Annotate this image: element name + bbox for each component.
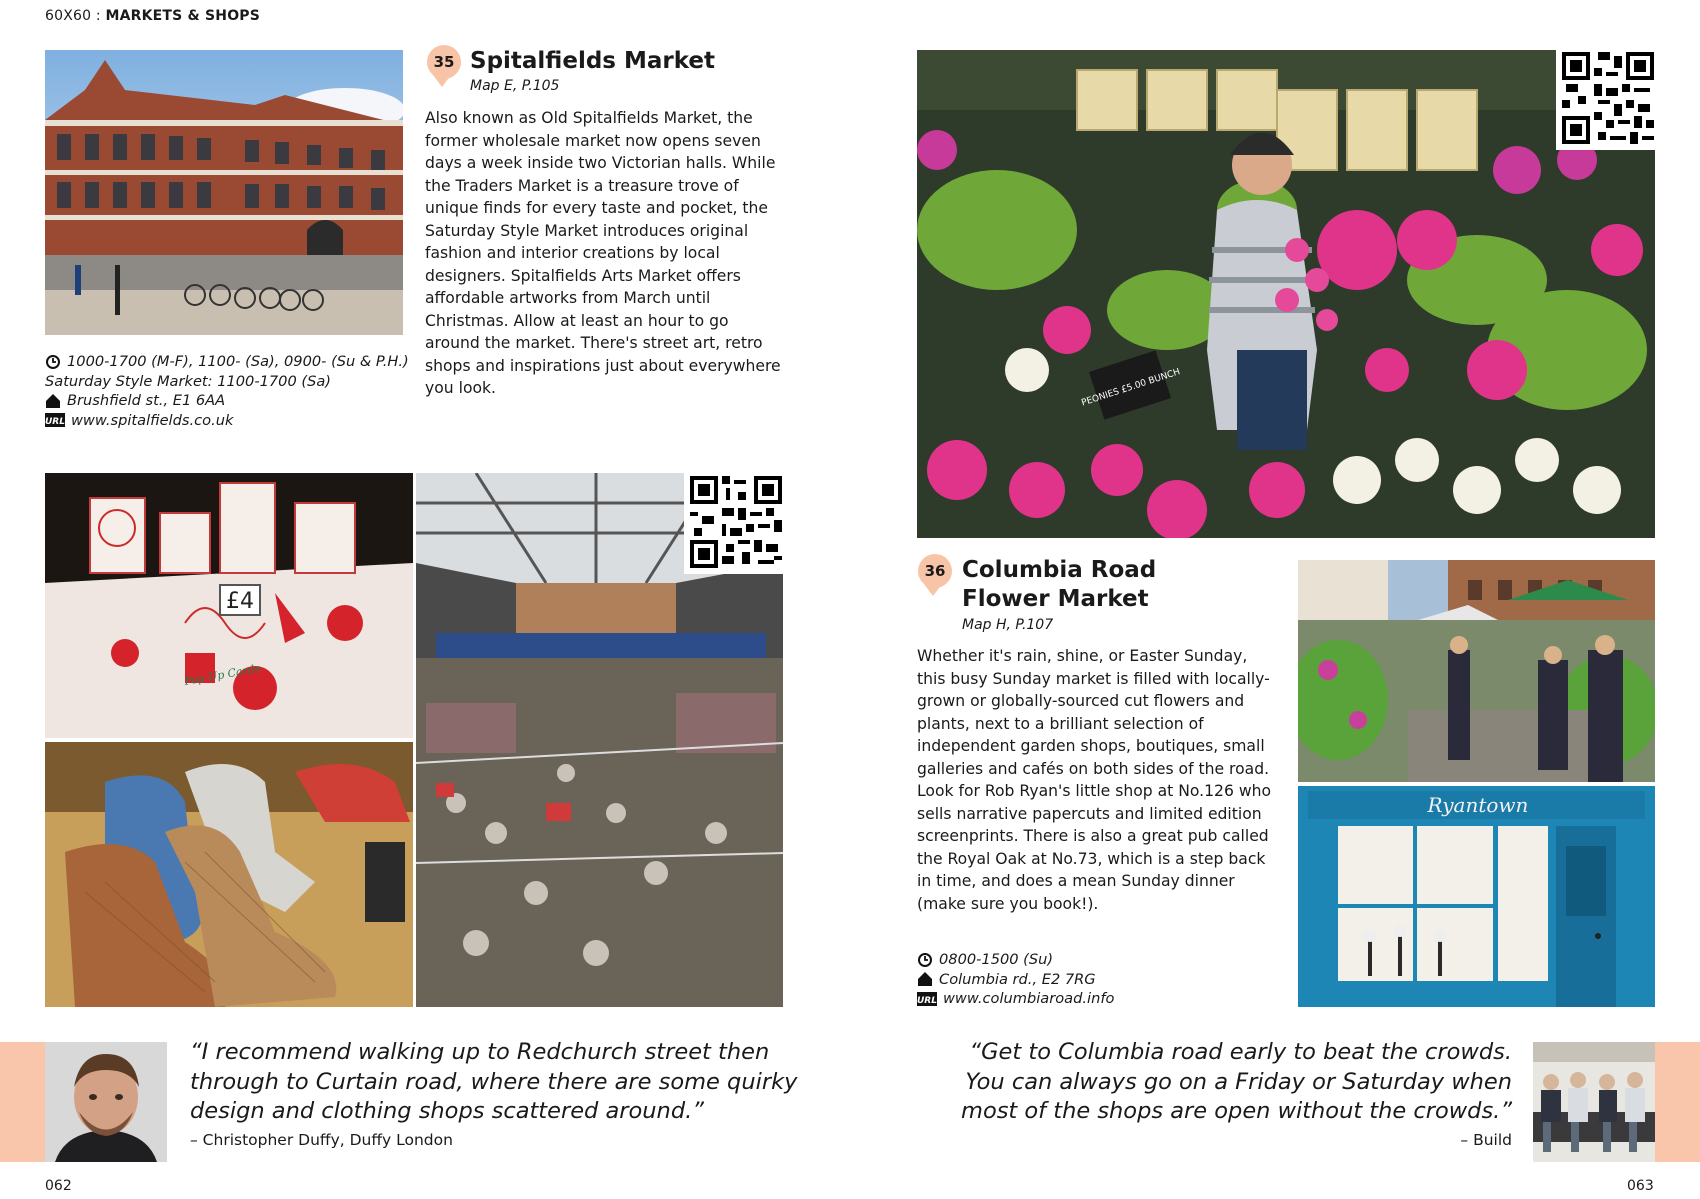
woven-shoes-photo bbox=[45, 742, 413, 1007]
spitalfields-title: Spitalfields Market bbox=[470, 48, 716, 74]
address-row bbox=[917, 970, 1217, 990]
hours-row bbox=[45, 352, 425, 372]
columbia-street-photo bbox=[1298, 560, 1655, 782]
popup-cards-photo bbox=[45, 473, 413, 738]
house-icon bbox=[45, 393, 61, 409]
quote-left-author: – Christopher Duffy, Duffy London bbox=[190, 1131, 453, 1149]
url-row bbox=[45, 411, 425, 431]
spitalfields-map-ref: Map E, P.105 bbox=[470, 78, 560, 94]
house-icon bbox=[917, 971, 933, 987]
clock-icon bbox=[917, 952, 933, 968]
page-number-right: 063 bbox=[1627, 1178, 1654, 1194]
columbia-map-ref: Map H, P.107 bbox=[962, 617, 1054, 633]
qr-code-icon[interactable] bbox=[684, 470, 788, 574]
svg-text:URL: URL bbox=[45, 417, 65, 428]
cards-sign-text: Pop Up Cards bbox=[183, 661, 262, 688]
accent-band-right bbox=[1655, 1042, 1700, 1162]
header-section: MARKETS & SHOPS bbox=[105, 8, 261, 24]
header-code: 60X60 : bbox=[45, 8, 101, 24]
spitalfields-address: Brushfield st., E1 6AA bbox=[67, 392, 226, 409]
christopher-duffy-portrait bbox=[45, 1042, 167, 1162]
hours-row bbox=[917, 950, 1217, 970]
url-row bbox=[917, 989, 1217, 1009]
columbia-title-line1: Columbia Road bbox=[962, 557, 1157, 583]
columbia-address: Columbia rd., E2 7RG bbox=[939, 970, 1096, 988]
columbia-info bbox=[917, 950, 1217, 1009]
spitalfields-url[interactable]: www.spitalfields.co.uk bbox=[71, 411, 234, 429]
spitalfields-building-photo bbox=[45, 50, 403, 335]
ryantown-shopfront-photo bbox=[1298, 786, 1655, 1007]
clock-icon bbox=[45, 354, 61, 370]
address-row bbox=[45, 391, 425, 411]
spitalfields-hours: 1000-1700 (M-F), 1100- (Sa), 0900- (Su & P.H.) bbox=[67, 353, 409, 370]
columbia-description: Whether it's rain, shine, or Easter Sunday, this busy Sunday market is filled with locally-grown or globally-sourced cut flowers and plants, next to a brilliant selection of independent garden shops, boutiques, small galleries and cafés on both sides of the road. Look for Rob Ryan's little shop at No.126 who sells narrative papercuts and limited edition screenprints. There is also a great pub called the Royal Oak at No.73, which is a step back in time, and does a mean Sunday dinner (make sure you book!). bbox=[917, 647, 1272, 913]
qr-code-icon[interactable] bbox=[1556, 46, 1660, 150]
columbia-hours: 0800-1500 (Su) bbox=[939, 951, 1054, 968]
build-team-photo bbox=[1533, 1042, 1655, 1162]
accent-band-left bbox=[0, 1042, 45, 1162]
flower-vendor-photo bbox=[917, 50, 1655, 538]
columbia-title-line2: Flower Market bbox=[962, 586, 1149, 612]
ryantown-sign-text: Ryantown bbox=[1427, 793, 1529, 817]
spitalfields-info bbox=[45, 352, 425, 430]
spitalfields-hours-extra: Saturday Style Market: 1100-1700 (Sa) bbox=[45, 372, 331, 390]
entry-number-badge: 35 bbox=[427, 45, 461, 79]
qr-code-graphic bbox=[1562, 52, 1654, 144]
svg-text:URL: URL bbox=[917, 995, 937, 1006]
spitalfields-description: Also known as Old Spitalfields Market, the former wholesale market now opens seven days a week inside two Victorian halls. While the Traders Market is a treasure trove of unique finds for every taste and pocket, the Saturday Style Market introduces original fashion and interior creations by local designers. Spitalfields Arts Market offers affordable artworks from March until Christmas. Allow at least an hour to go around the market. There's street art, retro shops and inspirations just about everywhere you look. bbox=[425, 109, 781, 397]
quote-right-author: – Build bbox=[1460, 1131, 1512, 1149]
columbia-url[interactable]: www.columbiaroad.info bbox=[943, 990, 1115, 1007]
price-tag-text: £4 bbox=[226, 589, 254, 614]
quote-left-text: “I recommend walking up to Redchurch street then through to Curtain road, where there are some quirky design and clothing shops scattered around.” bbox=[190, 1039, 798, 1124]
peonies-sign-text: PEONIES £5.00 BUNCH bbox=[1080, 367, 1182, 409]
entry-number-badge: 36 bbox=[918, 554, 952, 588]
qr-code-graphic bbox=[690, 476, 782, 568]
url-icon bbox=[45, 413, 65, 427]
page-number-left: 062 bbox=[45, 1178, 72, 1194]
url-icon bbox=[917, 992, 937, 1006]
quote-right-text: “Get to Columbia road early to beat the crowds. You can always go on a Friday or Saturday when most of the shops are open without the crowds.” bbox=[961, 1039, 1512, 1124]
running-header bbox=[45, 8, 260, 24]
